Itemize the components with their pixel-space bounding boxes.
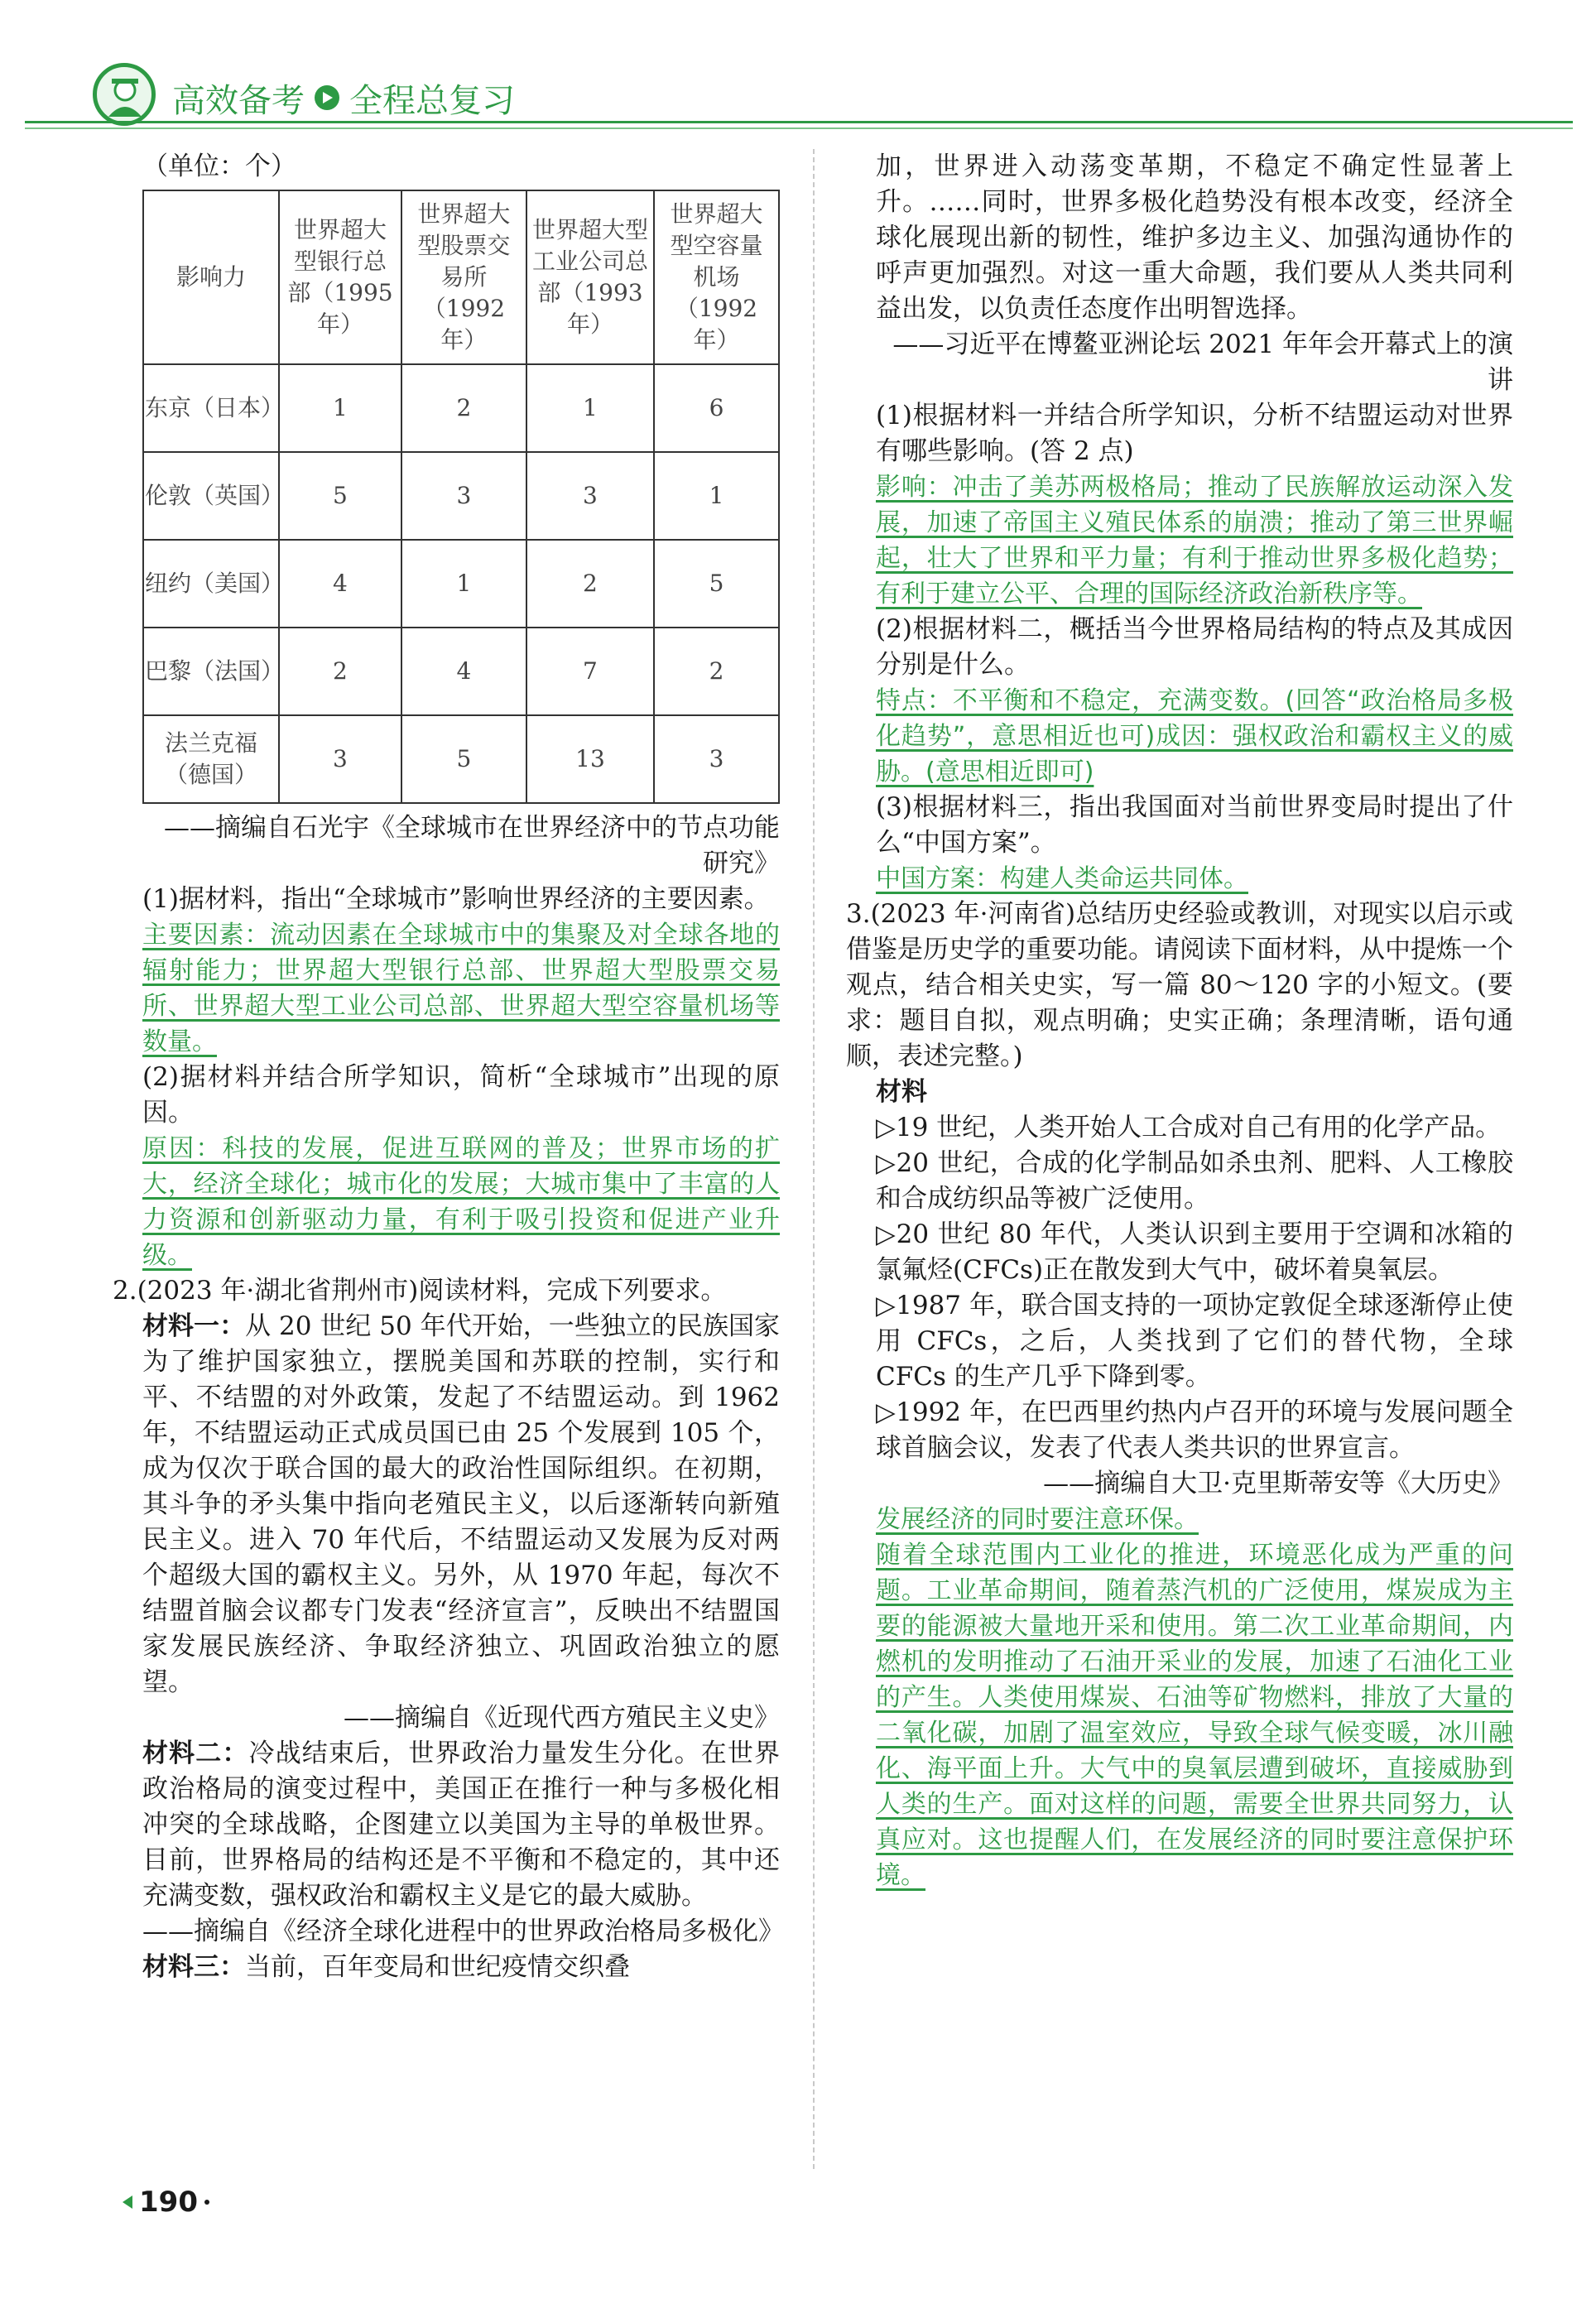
- column-divider: [813, 149, 815, 2169]
- triangle-left-icon: [123, 2196, 132, 2209]
- list-item: ▷1992 年，在巴西里约热内卢召开的环境与发展问题全球首脑会议，发表了代表人类共识的世界宣言。: [876, 1397, 1513, 1463]
- header-rule-thin: [25, 127, 1573, 129]
- value-cell: 5: [654, 540, 779, 628]
- question-2-1: (1)根据材料一并结合所学知识，分析不结盟运动对世界有哪些影响。(答 2 点): [876, 401, 1513, 466]
- dot-icon: [204, 2200, 209, 2205]
- answer-2-3: 中国方案：构建人类命运共同体。: [876, 864, 1248, 893]
- table-unit: （单位：个）: [142, 152, 296, 181]
- global-city-table: [142, 190, 780, 804]
- table-header-cell: 世界超大型银行总部（1995 年）: [279, 190, 401, 364]
- answer-2-2: 特点：不平衡和不稳定，充满变数。(回答“政治格局多极化趋势”，意思相近也可)成因：强权政治和霸权主义的威胁。(意思相近即可): [876, 686, 1513, 786]
- city-cell: 东京（日本）: [143, 364, 279, 452]
- question-2-2: (2)根据材料二，概括当今世界格局结构的特点及其成因分别是什么。: [876, 614, 1513, 680]
- value-cell: 2: [526, 540, 654, 628]
- table-header-cell: 世界超大型股票交易所（1992 年）: [401, 190, 526, 364]
- material-2-label: 材料二：: [142, 1739, 249, 1768]
- right-column: [846, 149, 1513, 1893]
- value-cell: 5: [401, 715, 526, 803]
- value-cell: 4: [401, 628, 526, 715]
- material-label: 材料: [876, 1077, 927, 1107]
- brand-title: [172, 73, 515, 123]
- material-2-source: ——摘编自《经济全球化进程中的世界政治格局多极化》: [142, 1917, 784, 1946]
- list-item: ▷20 世纪 80 年代，人类认识到主要用于空调和冰箱的氯氟烃(CFCs)正在散发到大气中，破坏着臭氧层。: [876, 1219, 1513, 1285]
- value-cell: 2: [279, 628, 401, 715]
- value-cell: 4: [279, 540, 401, 628]
- answer-1-1: 主要因素：流动因素在全球城市中的集聚及对全球各地的辐射能力；世界超大型银行总部、世界超大型股票交易所、世界超大型工业公司总部、世界超大型空容量机场等数量。: [142, 921, 780, 1056]
- material-3-label: 材料三：: [142, 1952, 245, 1982]
- brand-part-b: 全程总复习: [349, 81, 515, 120]
- value-cell: 6: [654, 364, 779, 452]
- table-row: [143, 540, 779, 628]
- material-3-text: 当前，百年变局和世纪疫情交织叠: [245, 1952, 630, 1982]
- value-cell: 1: [526, 364, 654, 452]
- list-item: ▷1987 年，联合国支持的一项协定敦促全球逐渐停止使用 CFCs，之后，人类找到了它们的替代物，全球 CFCs 的生产几乎下降到零。: [876, 1291, 1513, 1392]
- play-arrow-icon: [315, 85, 339, 110]
- student-logo-icon: [93, 63, 156, 126]
- table-row: [143, 452, 779, 540]
- value-cell: 3: [526, 452, 654, 540]
- value-cell: 3: [401, 452, 526, 540]
- question-3-heading: 3.(2023 年·河南省)总结历史经验或教训，对现实以启示或借鉴是历史学的重要功能。请阅读下面材料，从中提炼一个观点，结合相关史实，写一篇 80～120 字的小短文。(要求：题目自拟，观点明确；史实正确；条理清晰，语句通顺，表述完整。): [846, 899, 1513, 1071]
- value-cell: 2: [654, 628, 779, 715]
- value-cell: 1: [279, 364, 401, 452]
- material-3-continued: 加，世界进入动荡变革期，不稳定不确定性显著上升。……同时，世界多极化趋势没有根本改变，经济全球化展现出新的韧性，维护多边主义、加强沟通协作的呼声更加强烈。对这一重大命题，我们要从人类共同利益出发，以负责任态度作出明智选择。: [876, 152, 1513, 324]
- city-cell: 伦敦（英国）: [143, 452, 279, 540]
- question-2-heading: 2.(2023 年·湖北省荆州市)阅读材料，完成下列要求。: [113, 1276, 727, 1306]
- list-item: ▷19 世纪，人类开始人工合成对自己有用的化学产品。: [876, 1113, 1502, 1142]
- question-1-2: (2)据材料并结合所学知识，简析“全球城市”出现的原因。: [142, 1062, 780, 1128]
- city-cell: 纽约（美国）: [143, 540, 279, 628]
- material-3-source: ——习近平在博鳌亚洲论坛 2021 年年会开幕式上的演讲: [892, 329, 1513, 395]
- material-3: [142, 1950, 780, 1985]
- table-row: [143, 364, 779, 452]
- table-source: ——摘编自石光宇《全球城市在世界经济中的节点功能研究》: [164, 813, 780, 878]
- page-number-text: 190: [139, 2186, 198, 2219]
- value-cell: 1: [401, 540, 526, 628]
- page-number: [123, 2186, 209, 2219]
- header-rule: [25, 121, 1573, 123]
- question-1-1: (1)据材料，指出“全球城市”影响世界经济的主要因素。: [142, 884, 770, 914]
- material-2-text: 冷战结束后，世界政治力量发生分化。在世界政治格局的演变过程中，美国正在推行一种与多极化相冲突的全球战略，企图建立以美国为主导的单极世界。目前，世界格局的结构还是不平衡和不稳定的，其中还充满变数，强权政治和霸权主义是它的最大威胁。: [142, 1739, 781, 1911]
- list-item: ▷20 世纪，合成的化学制品如杀虫剂、肥料、人工橡胶和合成纺织品等被广泛使用。: [876, 1148, 1513, 1214]
- left-column: [113, 149, 784, 1985]
- answer-1-2: 原因：科技的发展，促进互联网的普及；世界市场的扩大，经济全球化；城市化的发展；大城市集中了丰富的人力资源和创新驱动力量，有利于吸引投资和促进产业升级。: [142, 1134, 780, 1270]
- question-2-3: (3)根据材料三，指出我国面对当前世界变局时提出了什么“中国方案”。: [876, 792, 1513, 858]
- value-cell: 2: [401, 364, 526, 452]
- materials-source: ——摘编自大卫·克里斯蒂安等《大历史》: [1043, 1469, 1513, 1498]
- material-1-label: 材料一：: [142, 1311, 246, 1341]
- material-2: [142, 1736, 780, 1914]
- table-header-cell: 影响力: [143, 190, 279, 364]
- value-cell: 3: [654, 715, 779, 803]
- value-cell: 13: [526, 715, 654, 803]
- answer-2-1: 影响：冲击了美苏两极格局；推动了民族解放运动深入发展，加速了帝国主义殖民体系的崩溃；推动了第三世界崛起，壮大了世界和平力量；有利于推动世界多极化趋势；有利于建立公平、合理的国际经济政治新秩序等。: [876, 473, 1513, 608]
- table-header-cell: 世界超大型工业公司总部（1993 年）: [526, 190, 654, 364]
- city-cell: 法兰克福（德国）: [143, 715, 279, 803]
- brand-part-a: 高效备考: [172, 81, 305, 120]
- value-cell: 7: [526, 628, 654, 715]
- table-row: [143, 715, 779, 803]
- answer-3-essay: 随着全球范围内工业化的推进，环境恶化成为严重的问题。工业革命期间，随着蒸汽机的广泛使用，煤炭成为主要的能源被大量地开采和使用。第二次工业革命期间，内燃机的发明推动了石油开采业的发展，加速了石油化工业的产生。人类使用煤炭、石油等矿物燃料，排放了大量的二氧化碳，加剧了温室效应，导致全球气候变暖，冰川融化、海平面上升。大气中的臭氧层遭到破坏，直接威胁到人类的生产。面对这样的问题，需要全世界共同努力，认真应对。这也提醒人们，在发展经济的同时要注意保护环境。: [876, 1541, 1513, 1890]
- value-cell: 3: [279, 715, 401, 803]
- value-cell: 1: [654, 452, 779, 540]
- table-row: [143, 628, 779, 715]
- table-header-row: [143, 190, 779, 364]
- city-cell: 巴黎（法国）: [143, 628, 279, 715]
- page-header: [0, 0, 1596, 132]
- material-1: [142, 1309, 780, 1700]
- material-1-text: 从 20 世纪 50 年代开始，一些独立的民族国家为了维护国家独立，摆脱美国和苏联的控制，实行和平、不结盟的对外政策，发起了不结盟运动。到 1962 年，不结盟运动正式成员国已由 25 个发展到 105 个，成为仅次于联合国的最大的政治性国际组织。在初期，其斗争的矛头集中指向老殖民主义，以后逐渐转向新殖民主义。进入 70 年代后，不结盟运动又发展为反对两个超级大国的霸权主义。另外，从 1970 年起，每次不结盟首脑会议都专门发表“经济宣言”，反映出不结盟国家发展民族经济、争取经济独立、巩固政治独立的愿望。: [142, 1311, 781, 1697]
- value-cell: 5: [279, 452, 401, 540]
- table-header-cell: 世界超大型空容量机场（1992 年）: [654, 190, 779, 364]
- material-1-source: ——摘编自《近现代西方殖民主义史》: [344, 1703, 780, 1733]
- answer-3-title: 发展经济的同时要注意环保。: [876, 1505, 1199, 1534]
